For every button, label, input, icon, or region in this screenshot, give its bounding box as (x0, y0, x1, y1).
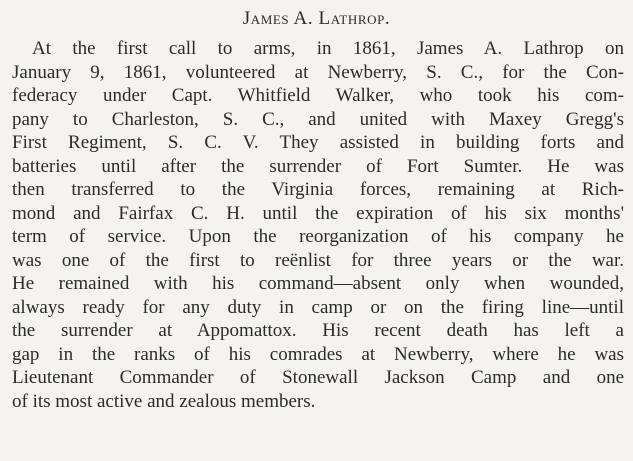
text-line: gap in the ranks of his comrades at Newberry, where he was (12, 343, 624, 365)
text-line: He remained with his command—absent only when wounded, (12, 273, 624, 294)
text-line: January 9, 1861, volunteered at Newberry, S. C., for the Con- (12, 61, 624, 83)
article-title: James A. Lathrop. (242, 8, 391, 29)
text-line: the surrender at Appomattox. His recent death has left a (12, 320, 624, 341)
article-body (12, 37, 624, 413)
text-line: At the first call to arms, in 1861, James A. Lathrop on (32, 38, 624, 59)
text-line: batteries until after the surrender of Fort Sumter. He was (12, 155, 624, 177)
text-line: Lieutenant Commander of Stonewall Jackson Camp and one (12, 367, 624, 388)
text-line: term of service. Upon the reorganization of his company he (12, 226, 624, 247)
text-line: mond and Fairfax C. H. until the expiration of his six months' (12, 202, 624, 224)
text-line: First Regiment, S. C. V. They assisted in building forts and (12, 132, 624, 153)
text-line: then transferred to the Virginia forces, remaining at Rich- (12, 179, 624, 200)
text-line: pany to Charleston, S. C., and united with Maxey Gregg's (12, 108, 624, 130)
text-line: was one of the first to reënlist for three years or the war. (12, 249, 624, 271)
text-line: always ready for any duty in camp or on the firing line—until (12, 296, 624, 318)
text-line: federacy under Capt. Whitfield Walker, who took his com- (12, 85, 624, 106)
text-line: of its most active and zealous members. (12, 390, 316, 412)
